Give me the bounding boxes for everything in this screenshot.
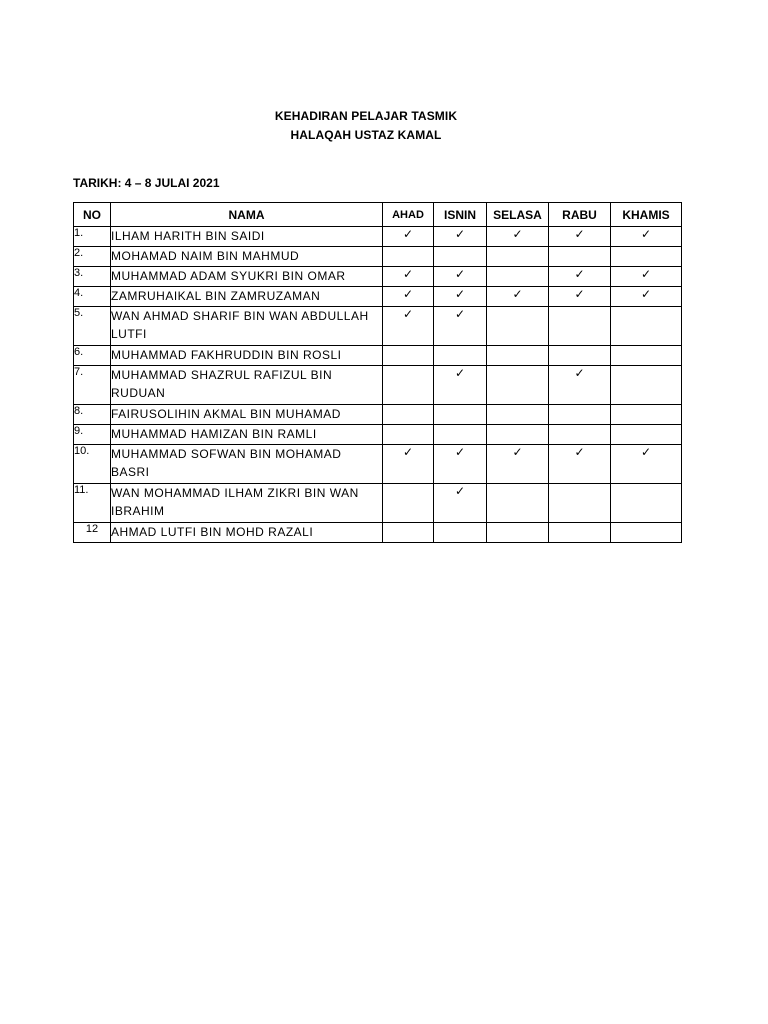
student-name: MUHAMMAD SHAZRUL RAFIZUL BIN RUDUAN bbox=[111, 366, 383, 405]
student-name: MUHAMMAD SOFWAN BIN MOHAMAD BASRI bbox=[111, 445, 383, 484]
table-row bbox=[74, 307, 682, 346]
attendance-cell-isnin bbox=[434, 287, 487, 307]
row-number: 11. bbox=[74, 484, 111, 523]
attendance-cell-isnin bbox=[434, 366, 487, 405]
student-name: WAN MOHAMMAD ILHAM ZIKRI BIN WAN IBRAHIM bbox=[111, 484, 383, 523]
student-name: ZAMRUHAIKAL BIN ZAMRUZAMAN bbox=[111, 287, 383, 307]
student-name: MUHAMMAD ADAM SYUKRI BIN OMAR bbox=[111, 267, 383, 287]
attendance-cell-rabu bbox=[549, 366, 611, 405]
attendance-cell-isnin bbox=[434, 445, 487, 484]
attendance-cell-khamis bbox=[611, 346, 682, 366]
checkmark-icon: ✓ bbox=[640, 267, 652, 281]
attendance-cell-ahad bbox=[383, 445, 434, 484]
attendance-cell-rabu bbox=[549, 405, 611, 425]
student-name: AHMAD LUTFI BIN MOHD RAZALI bbox=[111, 523, 383, 543]
date-label: TARIKH: 4 – 8 JULAI 2021 bbox=[73, 176, 220, 190]
checkmark-icon: ✓ bbox=[454, 445, 466, 459]
attendance-cell-khamis bbox=[611, 227, 682, 247]
checkmark-icon: ✓ bbox=[640, 227, 652, 241]
attendance-cell-khamis bbox=[611, 287, 682, 307]
attendance-cell-rabu bbox=[549, 307, 611, 346]
header-day-khamis: KHAMIS bbox=[611, 203, 682, 227]
attendance-cell-selasa bbox=[487, 307, 549, 346]
attendance-cell-selasa bbox=[487, 247, 549, 267]
attendance-cell-selasa bbox=[487, 445, 549, 484]
attendance-cell-rabu bbox=[549, 287, 611, 307]
table-row bbox=[74, 484, 682, 523]
checkmark-icon: ✓ bbox=[574, 267, 585, 281]
attendance-cell-rabu bbox=[549, 445, 611, 484]
checkmark-icon: ✓ bbox=[640, 287, 652, 301]
checkmark-icon: ✓ bbox=[454, 267, 466, 281]
checkmark-icon: ✓ bbox=[454, 484, 466, 498]
attendance-cell-selasa bbox=[487, 227, 549, 247]
checkmark-icon: ✓ bbox=[402, 287, 414, 301]
attendance-cell-rabu bbox=[549, 227, 611, 247]
header-day-selasa: SELASA bbox=[487, 203, 549, 227]
checkmark-icon: ✓ bbox=[512, 227, 523, 241]
checkmark-icon: ✓ bbox=[454, 287, 466, 301]
attendance-cell-isnin bbox=[434, 425, 487, 445]
attendance-cell-ahad bbox=[383, 227, 434, 247]
header-row bbox=[74, 203, 682, 227]
student-name: MOHAMAD NAIM BIN MAHMUD bbox=[111, 247, 383, 267]
checkmark-icon: ✓ bbox=[574, 445, 585, 459]
attendance-cell-ahad bbox=[383, 405, 434, 425]
row-number: 8. bbox=[74, 405, 111, 425]
checkmark-icon: ✓ bbox=[512, 445, 523, 459]
table-row bbox=[74, 267, 682, 287]
checkmark-icon: ✓ bbox=[402, 267, 414, 281]
student-name: FAIRUSOLIHIN AKMAL BIN MUHAMAD bbox=[111, 405, 383, 425]
student-name: ILHAM HARITH BIN SAIDI bbox=[111, 227, 383, 247]
attendance-cell-isnin bbox=[434, 267, 487, 287]
attendance-cell-ahad bbox=[383, 425, 434, 445]
table-row bbox=[74, 405, 682, 425]
checkmark-icon: ✓ bbox=[512, 287, 523, 301]
table-row bbox=[74, 346, 682, 366]
row-number: 1. bbox=[74, 227, 111, 247]
attendance-cell-selasa bbox=[487, 425, 549, 445]
checkmark-icon: ✓ bbox=[454, 307, 466, 321]
attendance-cell-isnin bbox=[434, 346, 487, 366]
row-number: 7. bbox=[74, 366, 111, 405]
table-row bbox=[74, 287, 682, 307]
attendance-cell-khamis bbox=[611, 484, 682, 523]
checkmark-icon: ✓ bbox=[402, 227, 414, 241]
table-row bbox=[74, 366, 682, 405]
table-row bbox=[74, 247, 682, 267]
table-row bbox=[74, 445, 682, 484]
attendance-cell-khamis bbox=[611, 523, 682, 543]
attendance-cell-selasa bbox=[487, 346, 549, 366]
student-name: MUHAMMAD HAMIZAN BIN RAMLI bbox=[111, 425, 383, 445]
table-row bbox=[74, 227, 682, 247]
header-day-rabu: RABU bbox=[549, 203, 611, 227]
attendance-cell-khamis bbox=[611, 425, 682, 445]
row-number: 5. bbox=[74, 307, 111, 346]
attendance-cell-isnin bbox=[434, 484, 487, 523]
attendance-cell-isnin bbox=[434, 227, 487, 247]
attendance-cell-rabu bbox=[549, 523, 611, 543]
attendance-cell-khamis bbox=[611, 307, 682, 346]
attendance-cell-khamis bbox=[611, 445, 682, 484]
attendance-cell-khamis bbox=[611, 247, 682, 267]
attendance-cell-selasa bbox=[487, 267, 549, 287]
row-number: 10. bbox=[74, 445, 111, 484]
attendance-cell-rabu bbox=[549, 484, 611, 523]
document-title: KEHADIRAN PELAJAR TASMIK bbox=[274, 109, 458, 123]
header-day-ahad: AHAD bbox=[383, 203, 434, 227]
attendance-cell-selasa bbox=[487, 405, 549, 425]
checkmark-icon: ✓ bbox=[640, 445, 652, 459]
checkmark-icon: ✓ bbox=[402, 445, 414, 459]
row-number: 3. bbox=[74, 267, 111, 287]
row-number: 9. bbox=[74, 425, 111, 445]
row-number: 6. bbox=[74, 346, 111, 366]
attendance-cell-ahad bbox=[383, 307, 434, 346]
attendance-cell-ahad bbox=[383, 267, 434, 287]
attendance-cell-ahad bbox=[383, 366, 434, 405]
header-day-isnin: ISNIN bbox=[434, 203, 487, 227]
attendance-cell-rabu bbox=[549, 247, 611, 267]
attendance-cell-selasa bbox=[487, 287, 549, 307]
checkmark-icon: ✓ bbox=[574, 227, 585, 241]
attendance-cell-isnin bbox=[434, 247, 487, 267]
attendance-cell-rabu bbox=[549, 267, 611, 287]
attendance-cell-rabu bbox=[549, 346, 611, 366]
row-number: 4. bbox=[74, 287, 111, 307]
document-subtitle: HALAQAH USTAZ KAMAL bbox=[290, 128, 442, 142]
attendance-cell-ahad bbox=[383, 247, 434, 267]
row-number: 2. bbox=[74, 247, 111, 267]
table-row bbox=[74, 523, 682, 543]
checkmark-icon: ✓ bbox=[454, 227, 466, 241]
attendance-cell-isnin bbox=[434, 523, 487, 543]
student-name: WAN AHMAD SHARIF BIN WAN ABDULLAH LUTFI bbox=[111, 307, 383, 346]
row-number: 12 bbox=[74, 523, 111, 543]
attendance-cell-ahad bbox=[383, 484, 434, 523]
attendance-cell-khamis bbox=[611, 267, 682, 287]
attendance-cell-ahad bbox=[383, 346, 434, 366]
header-no: NO bbox=[74, 203, 111, 227]
attendance-table bbox=[73, 202, 682, 543]
student-name: MUHAMMAD FAKHRUDDIN BIN ROSLI bbox=[111, 346, 383, 366]
attendance-cell-isnin bbox=[434, 307, 487, 346]
attendance-cell-rabu bbox=[549, 425, 611, 445]
attendance-cell-khamis bbox=[611, 366, 682, 405]
attendance-cell-isnin bbox=[434, 405, 487, 425]
table-row bbox=[74, 425, 682, 445]
checkmark-icon: ✓ bbox=[574, 366, 585, 380]
header-name: NAMA bbox=[111, 203, 383, 227]
checkmark-icon: ✓ bbox=[454, 366, 466, 380]
checkmark-icon: ✓ bbox=[574, 287, 585, 301]
attendance-cell-ahad bbox=[383, 287, 434, 307]
attendance-cell-selasa bbox=[487, 523, 549, 543]
attendance-cell-selasa bbox=[487, 484, 549, 523]
attendance-cell-khamis bbox=[611, 405, 682, 425]
checkmark-icon: ✓ bbox=[402, 307, 414, 321]
attendance-cell-ahad bbox=[383, 523, 434, 543]
attendance-cell-selasa bbox=[487, 366, 549, 405]
